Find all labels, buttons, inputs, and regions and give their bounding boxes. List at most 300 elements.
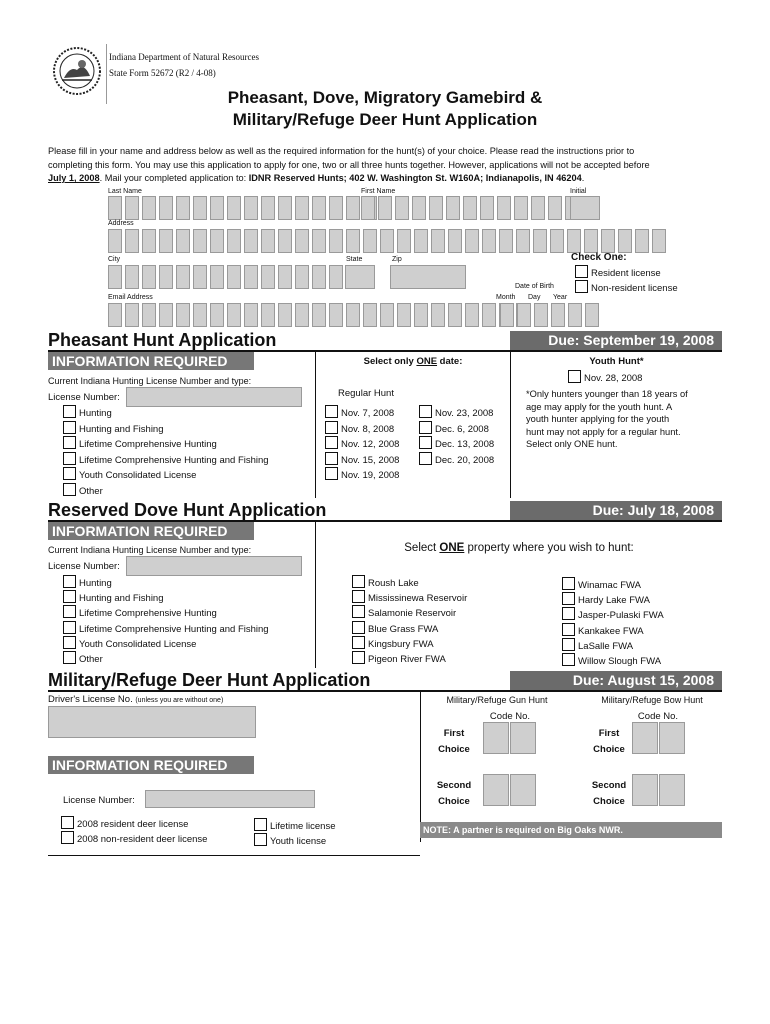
checkbox-icon[interactable] (562, 653, 575, 666)
zip-field[interactable] (390, 265, 466, 289)
character-cell[interactable] (601, 229, 615, 253)
dove-license-number-label: License Number: (48, 561, 120, 572)
city-label: City (108, 256, 121, 263)
deer-due-date: Due: August 15, 2008 (510, 671, 722, 690)
character-cell[interactable] (346, 303, 360, 327)
character-cell[interactable] (585, 303, 599, 327)
deer-info-required: INFORMATION REQUIRED (48, 756, 254, 774)
character-cell[interactable] (108, 303, 122, 327)
character-cell[interactable] (635, 229, 649, 253)
pheasant-date-option-label: Dec. 20, 2008 (435, 454, 495, 466)
dob-label: Date of Birth (515, 283, 554, 290)
character-cell[interactable] (261, 196, 275, 220)
checkbox-icon[interactable] (61, 831, 74, 844)
gun-first-code-digit-2[interactable] (510, 722, 536, 754)
character-cell[interactable] (361, 196, 375, 220)
dove-property-option[interactable] (352, 605, 456, 619)
gun-second-code-digit-2[interactable] (510, 774, 536, 806)
checkbox-icon[interactable] (63, 452, 76, 465)
pheasant-section-title: Pheasant Hunt Application (48, 330, 277, 350)
resident-license-option[interactable]: Resident license (575, 265, 661, 279)
pheasant-date-option-label: Nov. 15, 2008 (341, 454, 400, 466)
pheasant-date-option-label: Nov. 12, 2008 (341, 439, 400, 450)
deer-license-type-option[interactable] (61, 831, 207, 845)
pheasant-license-type-option[interactable] (63, 467, 196, 481)
checkbox-icon[interactable] (325, 452, 338, 465)
dove-property-option-label: Jasper-Pulaski FWA (578, 610, 664, 622)
deer-license-type-option-label: Youth license (270, 836, 327, 847)
intro-deadline: July 1, 2008 (48, 173, 100, 183)
checkbox-icon[interactable] (575, 265, 588, 278)
character-cell[interactable] (278, 229, 292, 253)
dove-license-type-option[interactable] (63, 651, 103, 665)
character-cell[interactable] (412, 196, 426, 220)
first-name-field[interactable] (361, 196, 579, 220)
character-cell[interactable] (312, 265, 326, 289)
checkbox-icon[interactable] (419, 436, 432, 449)
email-label: Email Address (108, 294, 153, 301)
character-cell[interactable] (295, 196, 309, 220)
dove-license-text: Current Indiana Hunting License Number and type: (48, 545, 252, 555)
checkbox-icon[interactable] (352, 605, 365, 618)
deer-bottom-rule (48, 855, 420, 856)
youth-note-line: youth hunter applying for the youth (526, 414, 670, 424)
character-cell[interactable] (210, 265, 224, 289)
character-cell[interactable] (193, 303, 207, 327)
pheasant-select-instruction: Select only ONE date: (363, 356, 463, 367)
pheasant-license-number-field[interactable] (126, 387, 302, 407)
youth-hunt-date-option[interactable]: Nov. 28, 2008 (568, 370, 642, 384)
bow-second-code-digit-1[interactable] (632, 774, 658, 806)
character-cell[interactable] (278, 265, 292, 289)
checkbox-icon[interactable] (63, 405, 76, 418)
character-cell[interactable] (397, 303, 411, 327)
character-cell[interactable] (533, 229, 547, 253)
email-field[interactable] (108, 303, 530, 327)
checkbox-icon[interactable] (63, 636, 76, 649)
dove-info-required: INFORMATION REQUIRED (48, 522, 254, 540)
pheasant-date-option[interactable] (325, 405, 394, 419)
character-cell[interactable] (142, 265, 156, 289)
dove-property-option-label: Pigeon River FWA (368, 654, 446, 665)
character-cell[interactable] (397, 229, 411, 253)
pheasant-date-option-label: Nov. 7, 2008 (341, 408, 395, 419)
checkbox-icon[interactable] (63, 421, 76, 434)
initial-field[interactable] (570, 196, 600, 220)
pheasant-date-option[interactable] (419, 421, 489, 435)
character-cell[interactable] (244, 196, 258, 220)
checkbox-icon[interactable] (63, 651, 76, 664)
gun-first-code-digit-1[interactable] (483, 722, 509, 754)
intro-text (48, 145, 728, 186)
character-cell[interactable] (329, 196, 343, 220)
deer-license-type-option-label: Lifetime license (270, 821, 336, 832)
pheasant-license-type-option[interactable] (63, 421, 164, 435)
character-cell[interactable] (550, 229, 564, 253)
character-cell[interactable] (329, 303, 343, 327)
character-cell[interactable] (142, 303, 156, 327)
character-cell[interactable] (210, 196, 224, 220)
intro-line-1: Please fill in your name and address below as well as the required information for the hunt(s) of your choice. Please read the instructions prior to (48, 146, 635, 156)
check-one-label: Check One: (571, 252, 627, 263)
deer-license-type-option-label: 2008 non-resident deer license (77, 834, 208, 845)
deer-license-type-option[interactable] (254, 818, 335, 832)
deer-license-type-option[interactable] (254, 833, 326, 847)
checkbox-icon[interactable] (419, 405, 432, 418)
pheasant-license-type-option-label: Lifetime Comprehensive Hunting (79, 439, 217, 450)
checkbox-icon[interactable] (562, 607, 575, 620)
form-number: State Form 52672 (R2 / 4-08) (109, 68, 216, 78)
pheasant-date-option[interactable] (419, 405, 493, 419)
character-cell[interactable] (125, 265, 139, 289)
gun-second-choice-label: Second Choice (436, 780, 472, 807)
deer-section-title: Military/Refuge Deer Hunt Application (48, 670, 371, 690)
character-cell[interactable] (176, 265, 190, 289)
character-cell[interactable] (125, 196, 139, 220)
pheasant-date-option-label: Nov. 23, 2008 (435, 408, 494, 419)
nonresident-license-option[interactable]: Non-resident license (575, 280, 678, 294)
pheasant-date-option[interactable] (325, 452, 399, 466)
character-cell[interactable] (567, 229, 581, 253)
gun-hunt-label: Military/Refuge Gun Hunt (446, 695, 548, 705)
character-cell[interactable] (210, 303, 224, 327)
initial-label: Initial (570, 188, 587, 195)
character-cell[interactable] (159, 196, 173, 220)
character-cell[interactable] (193, 265, 207, 289)
checkbox-icon[interactable] (63, 621, 76, 634)
pheasant-license-type-option[interactable] (63, 405, 112, 419)
pheasant-license-number-label: License Number: (48, 392, 120, 403)
character-cell[interactable] (125, 229, 139, 253)
character-cell[interactable] (480, 196, 494, 220)
character-cell[interactable] (431, 229, 445, 253)
character-cell[interactable] (463, 196, 477, 220)
pheasant-license-type-option[interactable] (63, 483, 103, 497)
deer-license-number-label: License Number: (63, 795, 135, 806)
dove-property-option-label: Salamonie Reservoir (368, 608, 457, 620)
character-cell[interactable] (176, 196, 190, 220)
dove-property-option-label: Hardy Lake FWA (578, 595, 650, 607)
character-cell[interactable] (244, 229, 258, 253)
character-cell[interactable] (244, 265, 258, 289)
pheasant-col-divider-1 (315, 352, 316, 498)
agency-name: Indiana Department of Natural Resources (109, 52, 259, 62)
dove-property-option-label: LaSalle FWA (578, 640, 634, 652)
pheasant-license-type-option[interactable] (63, 436, 217, 450)
character-cell[interactable] (261, 229, 275, 253)
pheasant-due-date: Due: September 19, 2008 (510, 331, 722, 350)
character-cell[interactable] (652, 229, 666, 253)
character-cell[interactable] (414, 303, 428, 327)
checkbox-icon[interactable] (575, 280, 588, 293)
character-cell[interactable] (499, 229, 513, 253)
character-cell[interactable] (261, 303, 275, 327)
dove-property-option-label: Kingsbury FWA (368, 638, 434, 650)
character-cell[interactable] (159, 303, 173, 327)
page-title-line1: Pheasant, Dove, Migratory Gamebird & (227, 88, 543, 107)
character-cell[interactable] (176, 229, 190, 253)
character-cell[interactable] (312, 303, 326, 327)
checkbox-icon[interactable] (352, 651, 365, 664)
checkbox-icon[interactable] (352, 575, 365, 588)
character-cell[interactable] (108, 265, 122, 289)
checkbox-icon[interactable] (325, 467, 338, 480)
pheasant-date-option[interactable] (325, 467, 399, 481)
checkbox-icon[interactable] (325, 405, 338, 418)
pheasant-date-option-label: Nov. 19, 2008 (341, 470, 400, 481)
pheasant-date-option[interactable] (325, 421, 394, 435)
checkbox-icon[interactable] (352, 636, 365, 649)
dove-license-type-option-label: Hunting (79, 578, 112, 589)
character-cell[interactable] (278, 303, 292, 327)
youth-hunt-note (526, 388, 688, 451)
checkbox-icon[interactable] (352, 621, 365, 634)
intro-line-3: July 1, 2008. Mail your completed application to: IDNR Reserved Hunts; 402 W. Washington St. W160A; Indianapolis, IN 46204. (48, 173, 585, 183)
dove-license-type-option-label: Lifetime Comprehensive Hunting and Fishing (79, 623, 269, 635)
dob-field[interactable] (500, 303, 599, 327)
gun-second-code-digit-1[interactable] (483, 774, 509, 806)
checkbox-icon[interactable] (63, 483, 76, 496)
character-cell[interactable] (448, 303, 462, 327)
dove-property-option-label: Roush Lake (368, 578, 419, 589)
pheasant-license-type-option-label: Hunting (79, 408, 112, 419)
character-cell[interactable] (378, 196, 392, 220)
youth-hunt-label: Youth Hunt* (589, 356, 644, 367)
checkbox-icon[interactable] (419, 452, 432, 465)
dove-license-type-option[interactable] (63, 636, 196, 650)
dove-section-title: Reserved Dove Hunt Application (48, 500, 327, 520)
pheasant-date-option-label: Dec. 6, 2008 (435, 423, 489, 435)
dob-year-label: Year (553, 294, 568, 301)
character-cell[interactable] (618, 229, 632, 253)
character-cell[interactable] (227, 265, 241, 289)
character-cell[interactable] (278, 196, 292, 220)
gun-first-choice-label: First Choice (438, 728, 470, 755)
character-cell[interactable] (295, 229, 309, 253)
checkbox-icon[interactable] (63, 467, 76, 480)
bow-first-code-digit-1[interactable] (632, 722, 658, 754)
checkbox-icon[interactable] (61, 816, 74, 829)
checkbox-icon[interactable] (352, 590, 365, 603)
character-cell[interactable] (159, 229, 173, 253)
checkbox-icon[interactable] (63, 605, 76, 618)
character-cell[interactable] (465, 229, 479, 253)
character-cell[interactable] (176, 303, 190, 327)
character-cell[interactable] (482, 303, 496, 327)
pheasant-date-option-label: Nov. 8, 2008 (341, 423, 395, 435)
character-cell[interactable] (210, 229, 224, 253)
dove-property-option[interactable] (352, 651, 446, 665)
character-cell[interactable] (584, 229, 598, 253)
character-cell[interactable] (431, 303, 445, 327)
character-cell[interactable] (244, 303, 258, 327)
checkbox-icon[interactable] (63, 436, 76, 449)
checkbox-icon[interactable] (419, 421, 432, 434)
dove-property-option[interactable] (562, 638, 633, 652)
checkbox-icon[interactable] (63, 575, 76, 588)
character-cell[interactable] (142, 196, 156, 220)
intro-line-2: completing this form. You may use this application to apply for one, two or all three hunts together. However, applications will not be accepted before (48, 159, 650, 170)
last-name-field[interactable] (108, 196, 377, 220)
character-cell[interactable] (125, 303, 139, 327)
checkbox-icon[interactable] (562, 577, 575, 590)
bow-code-label: Code No. (637, 711, 679, 722)
character-cell[interactable] (142, 229, 156, 253)
character-cell[interactable] (193, 196, 207, 220)
character-cell[interactable] (482, 229, 496, 253)
dob-month-label: Month (496, 294, 516, 301)
bow-second-code-digit-2[interactable] (659, 774, 685, 806)
checkbox-icon[interactable] (568, 370, 581, 383)
pheasant-license-type-option-label: Youth Consolidated License (79, 470, 197, 481)
regular-hunt-label: Regular Hunt (338, 388, 394, 399)
character-cell[interactable] (312, 196, 326, 220)
big-oaks-note: NOTE: A partner is required on Big Oaks NWR. (420, 822, 722, 838)
character-cell[interactable] (380, 229, 394, 253)
pheasant-license-text: Current Indiana Hunting License Number and type: (48, 376, 252, 386)
deer-divider (48, 690, 722, 692)
bow-second-choice-label: Second Choice (591, 780, 627, 807)
character-cell[interactable] (465, 303, 479, 327)
dove-property-option[interactable] (562, 592, 650, 606)
pheasant-date-option[interactable] (419, 452, 494, 466)
character-cell[interactable] (329, 265, 343, 289)
dove-property-option[interactable] (562, 607, 664, 621)
bow-hunt-label: Military/Refuge Bow Hunt (601, 695, 703, 705)
dove-license-type-option[interactable] (63, 621, 269, 635)
character-cell[interactable] (193, 229, 207, 253)
pheasant-date-option-label: Dec. 13, 2008 (435, 439, 495, 450)
character-cell[interactable] (159, 265, 173, 289)
character-cell[interactable] (363, 229, 377, 253)
checkbox-icon[interactable] (562, 592, 575, 605)
character-cell[interactable] (312, 229, 326, 253)
youth-note-line: age may apply for the youth hunt. A (526, 401, 673, 412)
pheasant-col-divider-2 (510, 352, 511, 498)
pheasant-info-required: INFORMATION REQUIRED (48, 352, 254, 370)
pheasant-license-type-option-label: Lifetime Comprehensive Hunting and Fishing (79, 454, 269, 466)
character-cell[interactable] (108, 196, 122, 220)
checkbox-icon[interactable] (254, 833, 267, 846)
character-cell[interactable] (295, 265, 309, 289)
mailing-address: IDNR Reserved Hunts; 402 W. Washington St. W160A; Indianapolis, IN 46204 (248, 173, 582, 183)
character-cell[interactable] (516, 229, 530, 253)
character-cell[interactable] (227, 196, 241, 220)
checkbox-icon[interactable] (325, 436, 338, 449)
youth-note-line: hunt may not apply for a regular hunt. (526, 426, 681, 437)
last-name-label: Last Name (108, 188, 142, 195)
character-cell[interactable] (261, 265, 275, 289)
character-cell[interactable] (227, 303, 241, 327)
deer-col-divider (420, 692, 421, 842)
bow-first-code-digit-2[interactable] (659, 722, 685, 754)
dove-property-option[interactable] (352, 636, 434, 650)
checkbox-icon[interactable] (325, 421, 338, 434)
character-cell[interactable] (414, 229, 428, 253)
pheasant-date-option[interactable] (419, 436, 494, 450)
drivers-license-field[interactable] (48, 706, 256, 738)
character-cell[interactable] (517, 303, 531, 327)
bow-first-choice-label: First Choice (593, 728, 625, 755)
dob-day-label: Day (528, 294, 541, 301)
character-cell[interactable] (227, 229, 241, 253)
dove-property-option-label: Kankakee FWA (578, 625, 644, 637)
dove-property-option[interactable] (352, 621, 438, 635)
drivers-license-label: Driver's License No. (unless you are without one) (48, 694, 224, 705)
character-cell[interactable] (329, 229, 343, 253)
checkbox-icon[interactable] (562, 638, 575, 651)
character-cell[interactable] (108, 229, 122, 253)
character-cell[interactable] (497, 196, 511, 220)
dove-license-type-option-label: Other (79, 654, 103, 665)
dove-property-option[interactable] (562, 623, 644, 637)
dove-property-option[interactable] (562, 653, 661, 667)
pheasant-license-type-option-label: Other (79, 485, 103, 497)
character-cell[interactable] (363, 303, 377, 327)
address-label: Address (108, 220, 134, 227)
deer-license-number-field[interactable] (145, 790, 315, 808)
checkbox-icon[interactable] (254, 818, 267, 831)
dove-property-option-label: Mississinewa Reservoir (368, 593, 468, 605)
character-cell[interactable] (346, 229, 360, 253)
character-cell[interactable] (448, 229, 462, 253)
character-cell[interactable] (346, 196, 360, 220)
character-cell[interactable] (514, 196, 528, 220)
checkbox-icon[interactable] (63, 590, 76, 603)
character-cell[interactable] (500, 303, 514, 327)
dove-select-instruction: Select ONE property where you wish to hunt: (404, 542, 634, 554)
first-name-label: First Name (361, 188, 396, 195)
address-field[interactable] (108, 229, 666, 253)
dove-license-type-option-label: Youth Consolidated License (79, 638, 197, 650)
character-cell[interactable] (429, 196, 443, 220)
dove-property-option-label: Blue Grass FWA (368, 623, 439, 635)
dove-license-number-field[interactable] (126, 556, 302, 576)
checkbox-icon[interactable] (562, 623, 575, 636)
deer-license-type-option-label: 2008 resident deer license (77, 819, 189, 830)
dove-license-type-option-label: Lifetime Comprehensive Hunting (79, 608, 217, 620)
youth-note-line: *Only hunters younger than 18 years of (526, 389, 688, 399)
character-cell[interactable] (295, 303, 309, 327)
zip-label: Zip (392, 256, 402, 263)
character-cell[interactable] (395, 196, 409, 220)
character-cell[interactable] (568, 303, 582, 327)
city-field[interactable] (108, 265, 360, 289)
character-cell[interactable] (380, 303, 394, 327)
dove-property-option[interactable] (352, 590, 467, 604)
dove-property-option[interactable] (562, 577, 641, 591)
dove-property-option-label: Willow Slough FWA (578, 656, 662, 667)
dove-license-type-option-label: Hunting and Fishing (79, 593, 164, 605)
character-cell[interactable] (531, 196, 545, 220)
character-cell[interactable] (446, 196, 460, 220)
dove-license-type-option[interactable] (63, 590, 164, 604)
deer-license-type-option[interactable] (61, 816, 188, 830)
dove-due-date: Due: July 18, 2008 (510, 501, 722, 520)
dove-property-option[interactable] (352, 575, 419, 589)
character-cell[interactable] (548, 196, 562, 220)
state-field[interactable] (345, 265, 375, 289)
pheasant-license-type-option[interactable] (63, 452, 269, 466)
pheasant-license-type-option-label: Hunting and Fishing (79, 423, 164, 435)
pheasant-date-option[interactable] (325, 436, 399, 450)
gun-code-label: Code No. (489, 711, 531, 722)
dove-license-type-option[interactable] (63, 605, 217, 619)
page-title-line2: Military/Refuge Deer Hunt Application (232, 110, 538, 129)
dove-license-type-option[interactable] (63, 575, 112, 589)
character-cell[interactable] (534, 303, 548, 327)
character-cell[interactable] (551, 303, 565, 327)
